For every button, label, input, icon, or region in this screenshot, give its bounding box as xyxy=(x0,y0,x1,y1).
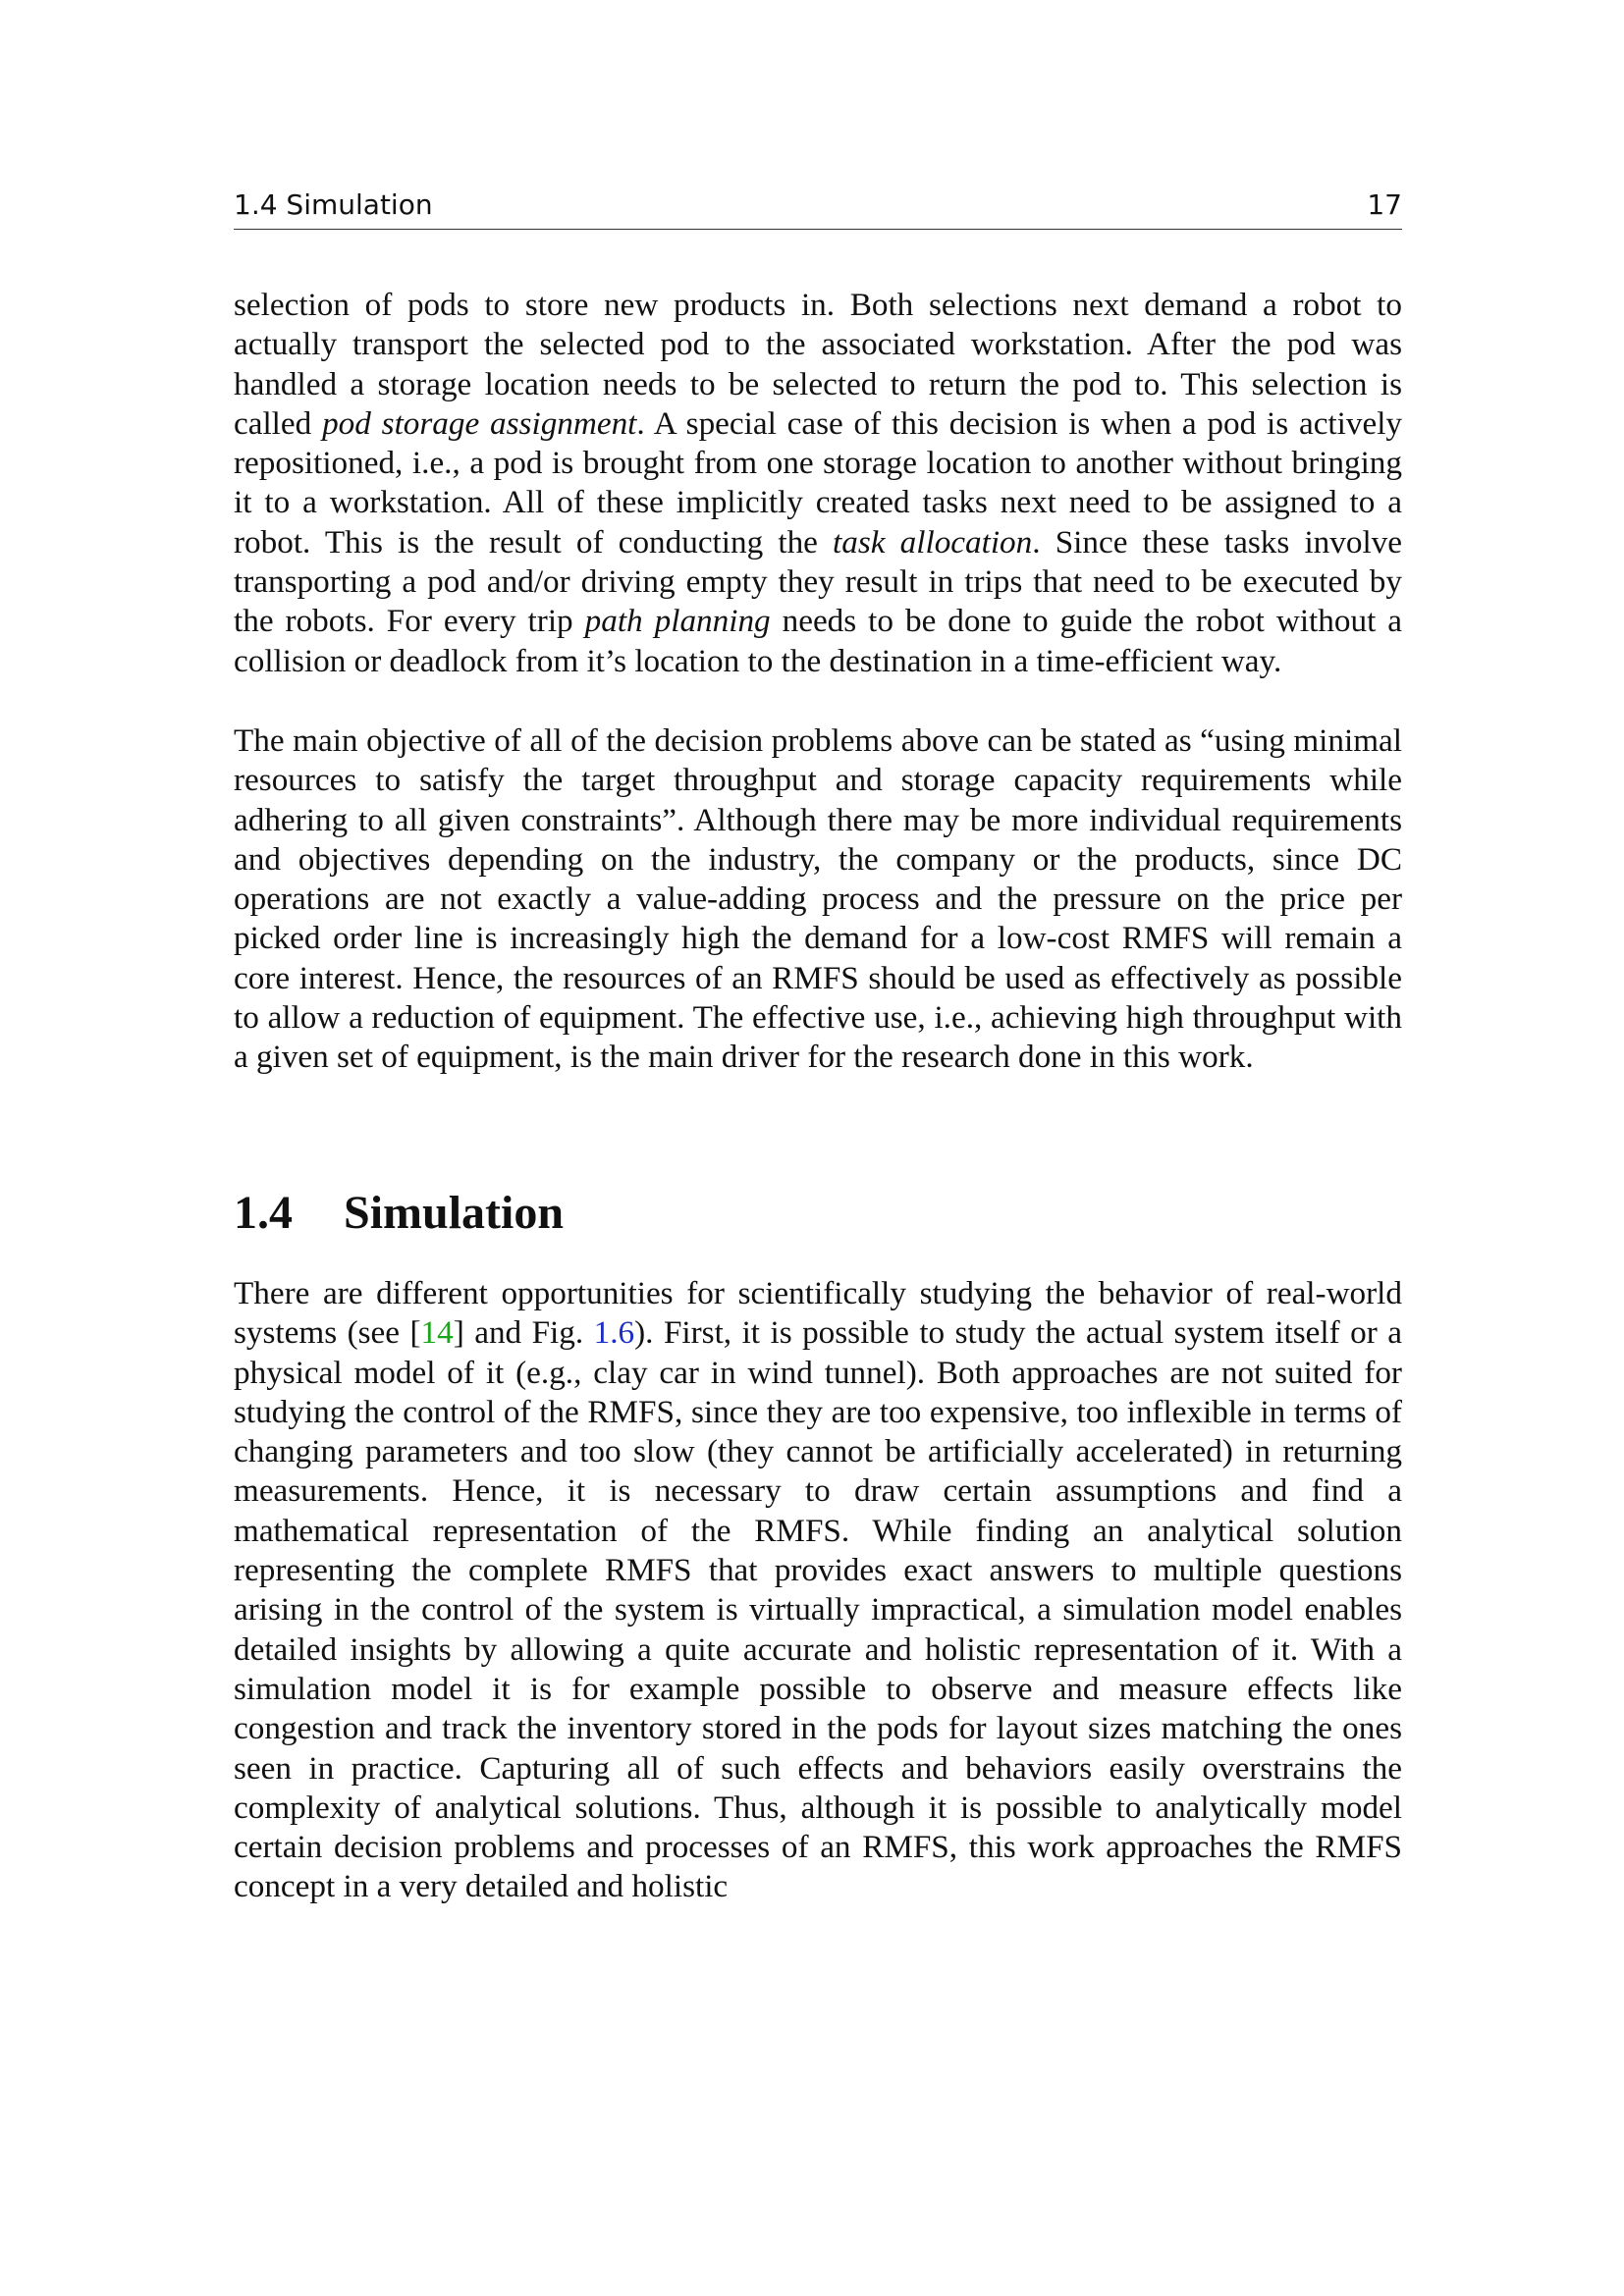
figure-reference-link[interactable]: 1.6 xyxy=(593,1314,635,1352)
text-run: . Since these tasks involve transporting a pod and/or driving empty they result in trips that need to be executed by the robots. For every trip xyxy=(234,523,1403,640)
citation-link[interactable]: 14 xyxy=(420,1314,454,1352)
term-pod-storage-assignment: pod storage assignment xyxy=(322,404,637,442)
paragraph-objective: The main objective of all of the decision problems above can be stated as “using minimal resources to satisfy the target throughput and storage capacity requirements while adhering to all given constraints”. Although there may be more individual requirements and objectives depending on the industry, the company or the products, since DC operations are not exactly a value-adding process and the pressure on the price per picked order line is increasingly high the demand for a low-cost RMFS will remain a core interest. Hence, the resources of an RMFS should be used as effectively as possible to allow a reduction of equipment. The effective use, i.e., achieving high throughput with a given set of equipment, is the main driver for the research done in this work. xyxy=(234,722,1402,1076)
text-run: There are different opportunities for scientifically studying the behavior of real-world systems (see [ xyxy=(234,1275,1402,1352)
text-run: ] and Fig. xyxy=(453,1314,594,1352)
section-heading xyxy=(234,1186,564,1240)
section-title: Simulation xyxy=(344,1187,565,1239)
section-number: 1.4 xyxy=(234,1187,293,1239)
term-task-allocation: task allocation xyxy=(833,523,1033,561)
text-run: selection of pods to store new products in. Both selections next demand a robot to actually transport the selected pod to the associated workstation. After the pod was handled a storage location needs to be selected to return the pod to. This selection is called xyxy=(234,287,1402,442)
text-run: needs to be done to guide the robot without a collision or deadlock from it’s location to the destination in a time-efficient way. xyxy=(234,603,1403,679)
paragraph-simulation xyxy=(234,1274,1402,1907)
running-header-section: 1.4 Simulation xyxy=(234,188,433,221)
text-run: . A special case of this decision is when a pod is actively repositioned, i.e., a pod is brought from one storage location to another without bringing it to a workstation. All of these implicitly created tasks next need to be assigned to a robot. This is the result of conducting the xyxy=(234,404,1403,561)
paragraph-decisions xyxy=(234,286,1402,681)
running-header xyxy=(234,188,1402,230)
term-path-planning: path planning xyxy=(584,603,771,640)
text-run: ). First, it is possible to study the actual system itself or a physical model of it (e.g., clay car in wind tunnel). Both approaches are not suited for studying the control of the RMFS, since they are too expensive, too inflexible in terms of changing parameters and too slow (they cannot be artificially accelerated) in returning measurements. Hence, it is necessary to draw certain assumptions and find a mathematical representation of the RMFS. While finding an analytical solution representing the complete RMFS that provides exact answers to multiple questions arising in the control of the system is virtually impractical, a simulation model enables detailed insights by allowing a quite accurate and holistic representation of it. With a simulation model it is for example possible to observe and measure effects like congestion and track the inventory stored in the pods for layout sizes matching the ones seen in practice. Capturing all of such effects and behaviors easily overstrains the complexity of analytical solutions. Thus, although it is possible to analytically model certain decision problems and processes of an RMFS, this work approaches the RMFS concept in a very detailed and holistic xyxy=(234,1314,1402,1905)
page-number: 17 xyxy=(1367,188,1402,221)
